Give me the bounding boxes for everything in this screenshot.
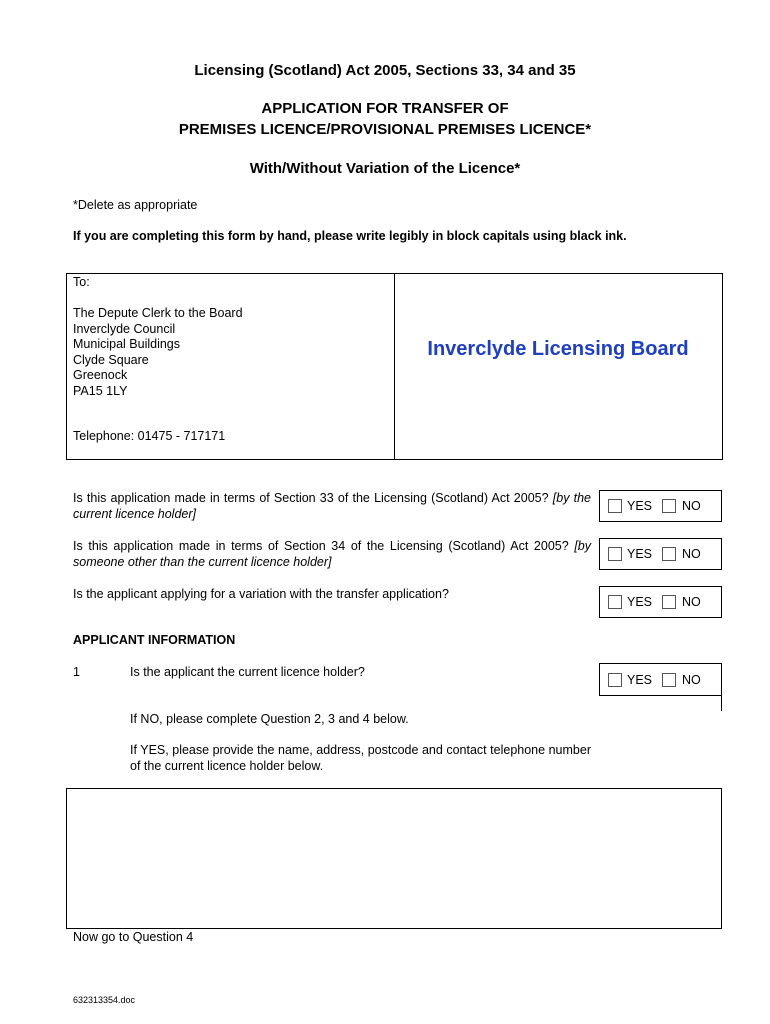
address-telephone: Telephone: 01475 - 717171 [73,429,226,443]
go-to-question-4: Now go to Question 4 [73,930,194,944]
question-number: 1 [73,665,80,679]
yes-no-box-q34 [599,538,722,570]
yes-label: YES [627,547,653,561]
no-checkbox[interactable] [662,673,676,687]
no-checkbox[interactable] [662,547,676,561]
yes-checkbox[interactable] [608,499,622,513]
no-checkbox[interactable] [662,595,676,609]
delete-note: *Delete as appropriate [73,198,198,212]
address-lines [73,306,243,399]
yes-no-box-current-holder [599,663,722,696]
question-variation [73,587,591,603]
if-no-instruction: If NO, please complete Question 2, 3 and 4 below. [130,712,409,726]
yes-no-box-q33 [599,490,722,522]
no-label: NO [682,673,701,687]
if-yes-instruction: If YES, please provide the name, address, postcode and contact telephone number of the current licence holder below. [130,743,591,773]
question-text: Is this application made in terms of Section 33 of the Licensing (Scotland) Act 2005? [73,491,549,505]
no-label: NO [682,595,701,609]
address-line: The Depute Clerk to the Board [73,306,243,320]
application-title-line2: PREMISES LICENCE/PROVISIONAL PREMISES LICENCE* [178,121,592,138]
address-line: Greenock [73,368,128,382]
address-line: Municipal Buildings [73,337,181,351]
address-to-label: To: [73,275,90,289]
board-name: Inverclyde Licensing Board [427,338,689,360]
box-edge-line [721,695,722,711]
no-label: NO [682,499,701,513]
yes-checkbox[interactable] [608,595,622,609]
question-note: [by someone other than the current licence holder] [73,539,592,569]
application-title-line1: APPLICATION FOR TRANSFER OF [261,100,509,117]
current-holder-details-input[interactable] [66,788,722,929]
document-reference: 632313354.doc [73,995,136,1005]
yes-checkbox[interactable] [608,673,622,687]
question-note: [by the current licence holder] [73,491,592,521]
yes-no-box-variation [599,586,722,618]
yes-label: YES [627,499,653,513]
yes-label: YES [627,673,653,687]
question-section-34 [73,539,591,570]
yes-checkbox[interactable] [608,547,622,561]
question-text: Is the applicant applying for a variation with the transfer application? [73,587,449,601]
question-text: Is this application made in terms of Section 34 of the Licensing (Scotland) Act 2005? [73,539,569,553]
address-line: Inverclyde Council [73,321,176,336]
no-checkbox[interactable] [662,499,676,513]
question-section-33 [73,491,591,522]
address-line: Clyde Square [73,352,149,367]
handwriting-note: If you are completing this form by hand, please write legibly in block capitals using black ink. [73,229,627,243]
address-line: PA15 1LY [73,383,128,398]
act-title: Licensing (Scotland) Act 2005, Sections 33, 34 and 35 [194,62,576,79]
yes-label: YES [627,595,653,609]
question-current-holder: Is the applicant the current licence holder? [130,665,365,679]
applicant-section-heading: APPLICANT INFORMATION [73,633,236,647]
variation-title: With/Without Variation of the Licence* [249,160,521,177]
no-label: NO [682,547,701,561]
address-box-divider [394,273,395,460]
